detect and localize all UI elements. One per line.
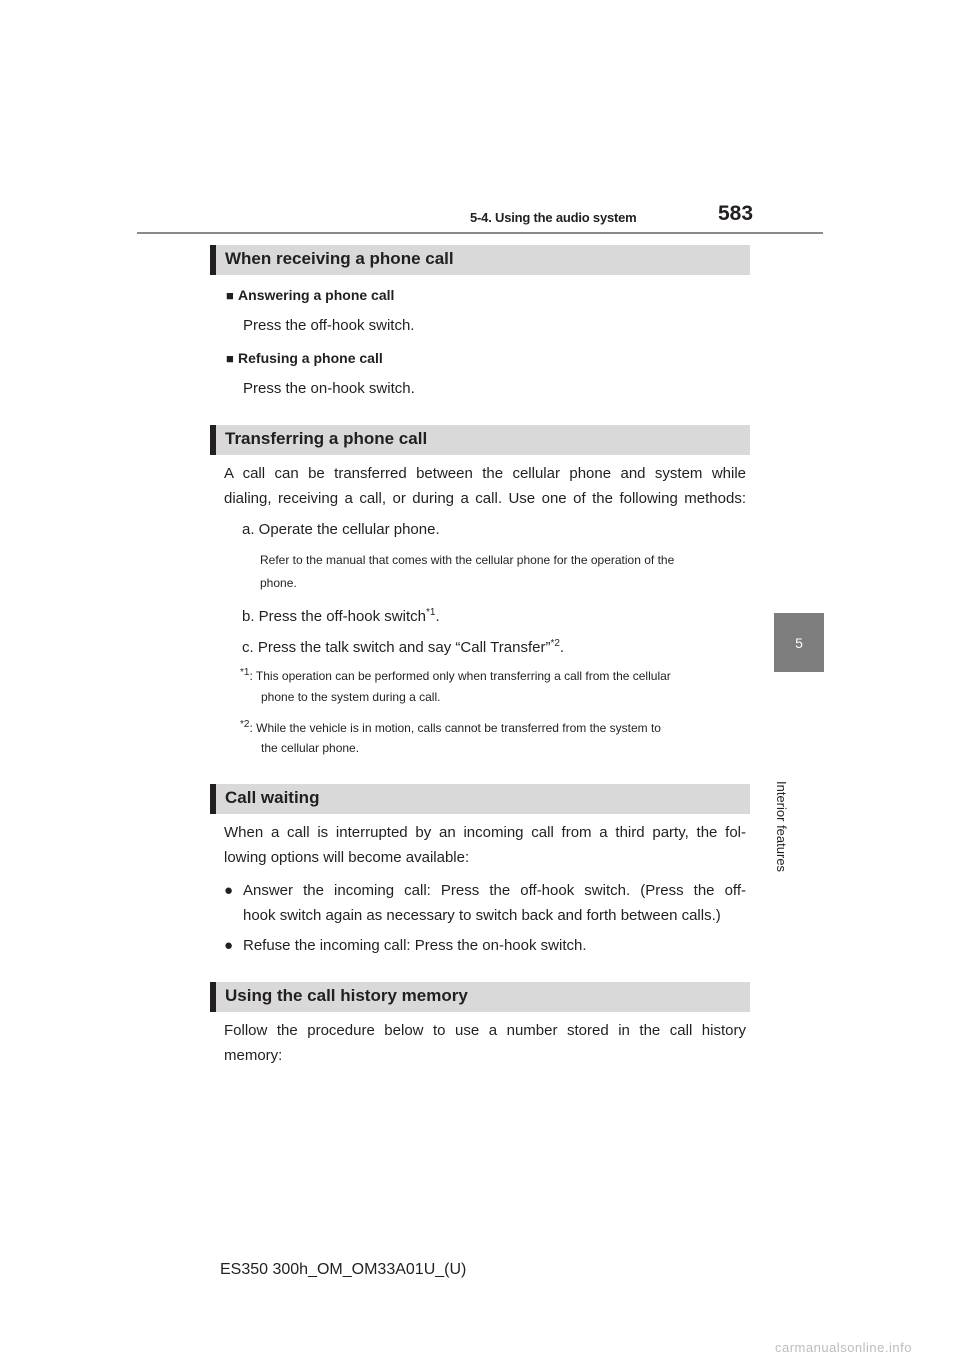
waiting-bullet1-line1: Answer the incoming call: Press the off-hook switch. (Press the off- bbox=[243, 882, 746, 899]
waiting-bullet2: Refuse the incoming call: Press the on-hook switch. bbox=[243, 937, 587, 954]
section-title: Transferring a phone call bbox=[225, 429, 428, 448]
manual-code: ES350 300h_OM_OM33A01U_(U) bbox=[220, 1261, 467, 1278]
section-title: When receiving a phone call bbox=[225, 249, 454, 268]
footnote-1-line2: phone to the system during a call. bbox=[261, 690, 441, 704]
refuse-text: Press the on-hook switch. bbox=[243, 380, 415, 397]
section-heading-call-history bbox=[210, 982, 750, 1012]
header-section-title: 5-4. Using the audio system bbox=[470, 210, 637, 225]
history-intro-line1: Follow the procedure below to use a number stored in the call history bbox=[224, 1022, 746, 1039]
bullet-dot-icon: ● bbox=[224, 937, 234, 954]
method-c: c. Press the talk switch and say “Call Transfer”$^{*2}$. bbox=[242, 638, 565, 656]
section-heading-call-waiting bbox=[210, 784, 750, 814]
method-a-note-line1: Refer to the manual that comes with the cellular phone for the operation of the bbox=[260, 553, 675, 567]
page-number: 583 bbox=[718, 202, 754, 225]
footnote-2-line2: the cellular phone. bbox=[261, 741, 360, 755]
square-bullet-icon: ■ bbox=[226, 351, 234, 366]
section-title: Using the call history memory bbox=[225, 986, 468, 1005]
method-a-note-line2: phone. bbox=[260, 576, 297, 590]
square-bullet-icon: ■ bbox=[226, 288, 234, 303]
answer-text: Press the off-hook switch. bbox=[243, 317, 415, 334]
waiting-intro-line2: lowing options will become available: bbox=[224, 849, 470, 866]
chapter-tab-number: 5 bbox=[774, 613, 824, 672]
transfer-intro-line1: A call can be transferred between the cellular phone and system while bbox=[224, 465, 746, 482]
subheading-answering: ■ Answering a phone call bbox=[226, 287, 395, 303]
footnote-1-line1: $^{*1}$: This operation can be performed only when transferring a call from the cellular bbox=[240, 667, 671, 683]
header-divider bbox=[137, 232, 823, 234]
waiting-intro-line1: When a call is interrupted by an incoming call from a third party, the fol- bbox=[224, 824, 746, 841]
method-b: b. Press the off-hook switch$^{*1}$. bbox=[242, 607, 440, 625]
section-title: Call waiting bbox=[225, 788, 320, 807]
method-a: a. Operate the cellular phone. bbox=[242, 521, 440, 538]
bullet-dot-icon: ● bbox=[224, 882, 234, 899]
chapter-tab-label bbox=[774, 683, 791, 873]
section-heading-transferring bbox=[210, 425, 750, 455]
watermark: carmanualsonline.info bbox=[775, 1340, 912, 1355]
transfer-intro-line2: dialing, receiving a call, or during a call. Use one of the following methods: bbox=[224, 490, 746, 507]
waiting-bullet1-line2: hook switch again as necessary to switch back and forth between calls.) bbox=[243, 907, 721, 924]
history-intro-line2: memory: bbox=[224, 1047, 283, 1064]
subheading-refusing: ■ Refusing a phone call bbox=[226, 350, 383, 366]
footnote-2-line1: $^{*2}$: While the vehicle is in motion, calls cannot be transferred from the system to bbox=[240, 719, 661, 735]
chapter-tab-label-text: Interior features bbox=[774, 781, 789, 873]
section-heading-receiving bbox=[210, 245, 750, 275]
